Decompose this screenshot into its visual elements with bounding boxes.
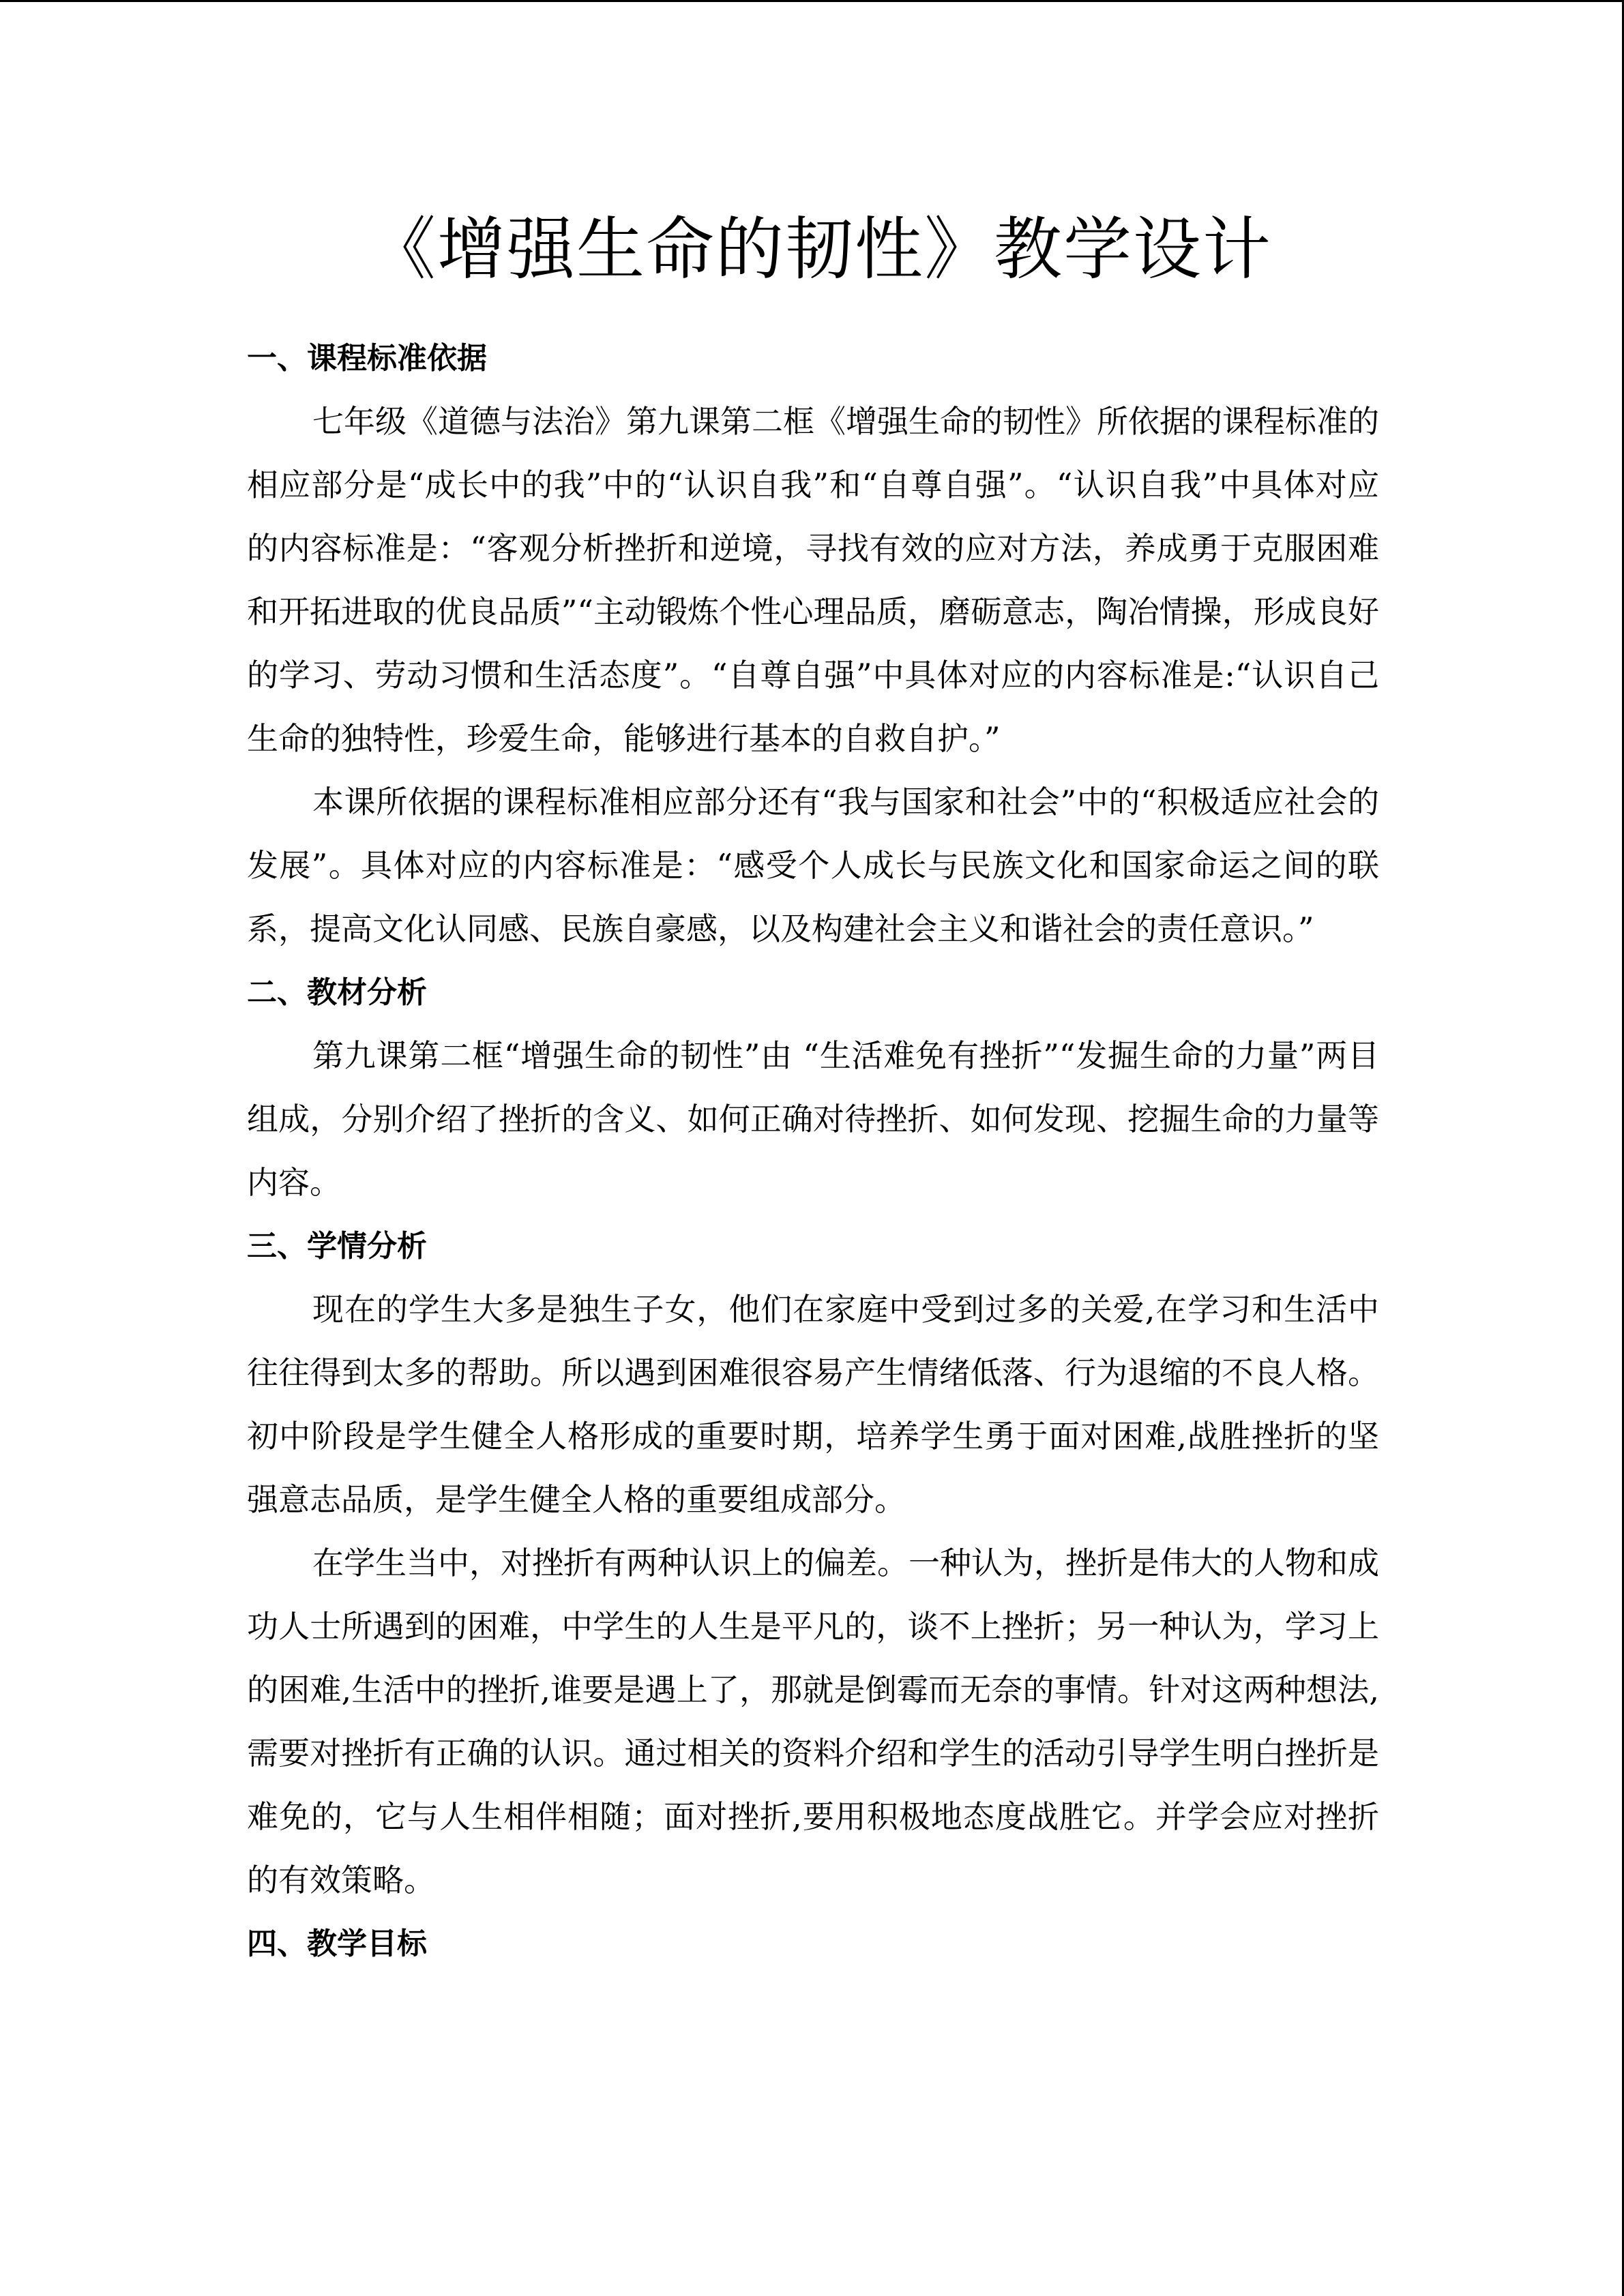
section-textbook-analysis: [247, 961, 1379, 1214]
section-teaching-objectives: [247, 1912, 1379, 1976]
paragraph: 第九课第二框“增强生命的韧性”由 “生活难免有挫折”“发掘生命的力量”两目组成，分别介绍了挫折的含义、如何正确对待挫折、如何发现、挖掘生命的力量等内容。: [247, 1037, 1379, 1201]
section-curriculum-standards: [247, 327, 1379, 961]
section-heading: 四、教学目标: [247, 1926, 427, 1961]
paragraph: 本课所依据的课程标准相应部分还有“我与国家和社会”中的“积极适应社会的发展”。具体对应的内容标准是：“感受个人成长与民族文化和国家命运之间的联系，提高文化认同感、民族自豪感，以及构建社会主义和谐社会的责任意识。”: [247, 784, 1379, 947]
section-learner-analysis: [247, 1214, 1379, 1912]
section-heading: 一、课程标准依据: [247, 341, 487, 376]
paragraph: 现在的学生大多是独生子女，他们在家庭中受到过多的关爱,在学习和生活中往往得到太多的帮助。所以遇到困难很容易产生情绪低落、行为退缩的不良人格。初中阶段是学生健全人格形成的重要时期，培养学生勇于面对困难,战胜挫折的坚强意志品质，是学生健全人格的重要组成部分。: [247, 1291, 1379, 1518]
paragraph: 在学生当中，对挫折有两种认识上的偏差。一种认为，挫折是伟大的人物和成功人士所遇到的困难，中学生的人生是平凡的，谈不上挫折；另一种认为，学习上的困难,生活中的挫折,谁要是遇上了，那就是倒霉而无奈的事情。针对这两种想法,需要对挫折有正确的认识。通过相关的资料介绍和学生的活动引导学生明白挫折是难免的，它与人生相伴相随；面对挫折,要用积极地态度战胜它。并学会应对挫折的有效策略。: [247, 1545, 1379, 1898]
document-title: 《增强生命的韧性》教学设计: [368, 209, 1272, 289]
section-heading: 二、教材分析: [247, 975, 427, 1010]
paragraph: 七年级《道德与法治》第九课第二框《增强生命的韧性》所依据的课程标准的相应部分是“成长中的我”中的“认识自我”和“自尊自强”。“认识自我”中具体对应的内容标准是：“客观分析挫折和逆境，寻找有效的应对方法，养成勇于克服困难和开拓进取的优良品质”“主动锻炼个性心理品质，磨砺意志，陶冶情操，形成良好的学习、劳动习惯和生活态度”。“自尊自强”中具体对应的内容标准是:“认识自己生命的独特性，珍爱生命，能够进行基本的自救自护。”: [247, 403, 1379, 757]
document-body: [247, 327, 1379, 1976]
section-heading: 三、学情分析: [247, 1229, 427, 1264]
